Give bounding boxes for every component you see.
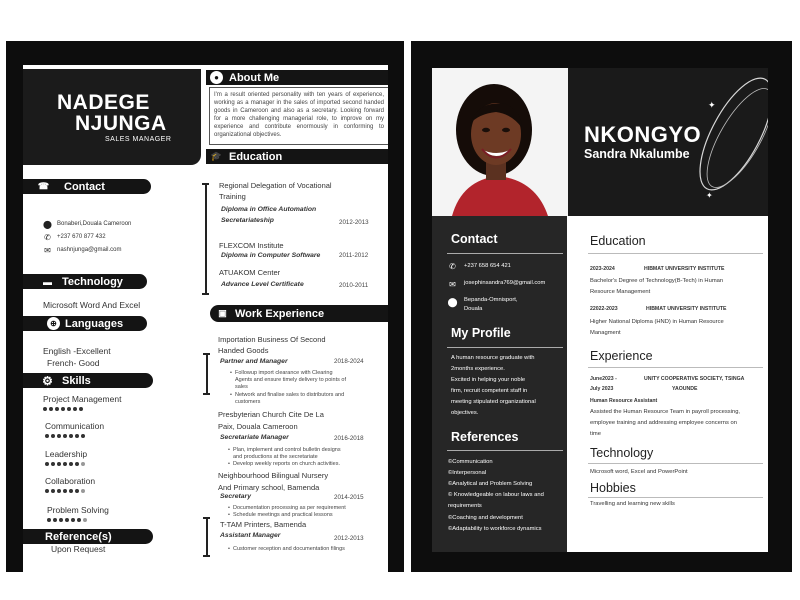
briefcase-icon: ▣ (218, 308, 227, 318)
job-bullet: Network and finalise sales to distributors and (235, 392, 345, 398)
skill-dot (73, 407, 77, 411)
skill-name: Problem Solving (47, 505, 109, 515)
experience-dates: June2023 - (590, 376, 617, 382)
technology-heading: Technology (590, 446, 654, 460)
last-name: NJUNGA (75, 112, 167, 135)
about-text: I'm a result oriented personality with ten years of experience, working as a manager in the sales of imported second handed goods in Cameroon and also as a secretary. Looking forward for a more challenging managerial role, to improve on my experience and contribute enormously in conforming to organizational objectives. (209, 87, 388, 145)
contact-email: nashnjunga@gmail.com (57, 247, 122, 253)
graduation-cap-icon: 🎓 (210, 151, 223, 161)
location-pin-icon: ⬤ (43, 220, 52, 229)
skill-dot (49, 407, 53, 411)
bullet-marker: • (228, 447, 230, 453)
timeline-line (206, 353, 208, 395)
skill-dot (47, 518, 51, 522)
reference-item: ©Interpersonal (448, 470, 487, 476)
name-header (568, 68, 768, 216)
contact-address: Bonaberi,Douala Cameroon (57, 221, 132, 227)
experience-dates: July 2023 (590, 386, 614, 392)
job-role: Secretary (220, 493, 251, 500)
job-bullet: Develop weekly reports on church activities. (233, 461, 340, 467)
experience-heading: Experience (590, 349, 653, 363)
resume-paper (432, 68, 768, 552)
skill-dot (69, 462, 73, 466)
profile-line: 2months experience. (451, 366, 505, 372)
technology-heading: ▬ Technology (23, 274, 147, 289)
divider (588, 463, 763, 464)
phone-icon: ✆ (44, 233, 51, 242)
profile-photo (432, 68, 568, 216)
experience-detail: time (590, 431, 601, 437)
skill-dot (57, 489, 61, 493)
reference-item: ©Analytical and Problem Solving (448, 481, 533, 487)
education-degree: Advance Level Certificate (221, 281, 304, 288)
education-degree: Secretariateship (221, 217, 274, 224)
experience-role: Human Resource Assistant (590, 398, 658, 404)
skill-level (45, 489, 85, 493)
skill-name: Communication (45, 421, 105, 431)
profile-line: A human resource graduate with (451, 355, 535, 361)
bullet-marker: • (230, 392, 232, 398)
laptop-icon: ▬ (43, 276, 52, 287)
skill-dot (71, 518, 75, 522)
skill-dot (59, 518, 63, 522)
phone-icon: ✆ (449, 262, 456, 271)
timeline-cap (203, 353, 210, 355)
timeline-cap (203, 393, 210, 395)
reference-item: © Knowledgeable on labour laws and (448, 492, 544, 498)
skill-level (43, 407, 83, 411)
skill-dot (67, 407, 71, 411)
education-school: HIBMAT UNIVERSITY INSTITUTE (646, 306, 727, 312)
education-degree: Diploma in Office Automation (221, 206, 317, 213)
education-years: 2012-2013 (339, 219, 369, 226)
skill-level (45, 434, 85, 438)
references-text: Upon Request (51, 544, 106, 554)
skill-dot (81, 462, 85, 466)
job-bullet: and productions at the secretariate (233, 454, 318, 460)
education-detail: Bachelor's Degree of Technology(B-Tech) in Human (590, 278, 724, 284)
skill-dot (77, 518, 81, 522)
divider (588, 253, 763, 254)
bullet-marker: • (228, 512, 230, 518)
language-2: French- Good (47, 358, 100, 368)
timeline-cap (203, 555, 210, 557)
job-role: Partner and Manager (220, 358, 288, 365)
bullet-marker: • (228, 461, 230, 467)
skill-dot (75, 462, 79, 466)
education-school: Training (219, 192, 246, 201)
skill-dot (51, 462, 55, 466)
timeline-line (205, 183, 207, 295)
location-pin-icon: ⬤ (447, 297, 458, 307)
job-bullet: Followup import clearance with Clearing (235, 370, 333, 376)
reference-item: requirements (448, 503, 482, 509)
education-school: ATUAKOM Center (219, 268, 281, 277)
job-role: SALES MANAGER (105, 136, 172, 143)
education-years: 2011-2012 (339, 252, 369, 259)
references-heading: Reference(s) (23, 529, 153, 544)
skill-dot (45, 434, 49, 438)
mail-icon: ✉ (44, 246, 51, 255)
skill-dot (45, 489, 49, 493)
contact-heading: Contact (451, 232, 498, 246)
bullet-marker: • (228, 505, 230, 511)
skill-dot (81, 434, 85, 438)
skill-dot (63, 462, 67, 466)
education-years: 2010-2011 (339, 282, 369, 289)
left-sidebar (432, 216, 567, 552)
contact-heading: ☎ Contact (23, 179, 151, 194)
job-bullet: Customer reception and documentation filings (233, 546, 345, 552)
name-header (23, 69, 201, 165)
profile-line: firm, recruit competent staff in (451, 388, 528, 394)
skill-name: Leadership (45, 449, 88, 459)
resume-paper (23, 65, 388, 572)
skill-level (45, 462, 85, 466)
hobbies-text: Travelling and learning new skills (590, 501, 675, 507)
skill-dot (81, 489, 85, 493)
job-bullet: Agents and ensure timely delivery to points of (235, 377, 346, 383)
divider (447, 450, 563, 451)
skill-dot (63, 434, 67, 438)
skills-heading: ⚙ Skills (23, 373, 153, 388)
skill-dot (69, 489, 73, 493)
profile-line: meeting stipulated organizational (451, 399, 536, 405)
skill-dot (65, 518, 69, 522)
skill-dot (75, 434, 79, 438)
timeline-cap (202, 293, 209, 295)
skill-name: Project Management (43, 394, 122, 404)
contact-address: Douala (464, 306, 483, 312)
skill-dot (57, 434, 61, 438)
languages-heading: ⊕ Languages (23, 316, 147, 331)
job-org: And Primary school, Bamenda (218, 483, 320, 492)
job-org: T-TAM Printers, Bamenda (220, 520, 307, 529)
job-bullet: Documentation processing as per requirement (233, 505, 346, 511)
experience-org: YAOUNDE (672, 386, 698, 392)
skill-dot (83, 518, 87, 522)
education-school: FLEXCOM Institute (219, 241, 284, 250)
profile-heading: My Profile (451, 326, 511, 340)
education-detail: Managment (590, 330, 621, 336)
skill-dot (53, 518, 57, 522)
skill-dot (75, 489, 79, 493)
skill-dot (45, 462, 49, 466)
reference-item: ©Adaptability to workforce dynamics (448, 526, 542, 532)
skill-dot (69, 434, 73, 438)
job-org: Presbyterian Church Cite De La (218, 410, 324, 419)
divider (588, 497, 763, 498)
profile-line: Excited in helping your noble (451, 377, 526, 383)
experience-detail: Assisted the Human Resource Team in payroll processing, (590, 409, 741, 415)
experience-org: UNITY COOPERATIVE SOCIETY, TSINGA (644, 376, 745, 382)
resume-sandra (411, 41, 792, 572)
first-name: Sandra Nkalumbe (584, 147, 690, 161)
skill-dot (63, 489, 67, 493)
first-name: NADEGE (57, 91, 150, 114)
contact-card-icon: ☎ (37, 181, 50, 191)
skill-dot (55, 407, 59, 411)
timeline-line (206, 517, 208, 557)
education-school: Regional Delegation of Vocational (219, 181, 332, 190)
contact-phone: +237 658 654 421 (464, 263, 511, 269)
divider (447, 347, 563, 348)
technology-item: Microsoft Word And Excel (43, 300, 141, 310)
job-org: Importation Business Of Second (218, 335, 326, 344)
gear-icon: ⚙ (42, 373, 53, 388)
contact-email: josephinsandra769@gmail.com (464, 280, 546, 286)
resume-nadege (6, 41, 404, 572)
job-org: Paix, Douala Cameroon (218, 422, 298, 431)
skill-dot (61, 407, 65, 411)
job-years: 2016-2018 (334, 435, 364, 442)
job-bullet: sales (235, 384, 248, 390)
education-years: 22022-2023 (590, 306, 618, 312)
education-school: HIBMAT UNIVERSITY INSTITUTE (644, 266, 725, 272)
hobbies-heading: Hobbies (590, 481, 636, 495)
experience-detail: employee training and addressing employee concerns on (590, 420, 737, 426)
decorative-swirl (568, 68, 768, 216)
job-years: 2018-2024 (334, 358, 364, 365)
skill-dot (57, 462, 61, 466)
reference-item: ©Coaching and development (448, 515, 523, 521)
svg-text:✦: ✦ (706, 191, 713, 200)
job-org: Neighbourhood Bilingual Nursery (218, 471, 329, 480)
technology-text: Microsoft word, Excel and PowerPoint (590, 469, 688, 475)
divider (588, 367, 763, 368)
profile-line: objectives. (451, 410, 479, 416)
skill-name: Collaboration (45, 476, 96, 486)
education-detail: Higher National Diploma (HND) in Human Resource (590, 319, 724, 325)
timeline-cap (202, 183, 209, 185)
job-bullet: customers (235, 399, 261, 405)
skill-dot (51, 434, 55, 438)
bullet-marker: • (228, 546, 230, 552)
job-bullet: Plan, implement and control bulletin designs (233, 447, 341, 453)
job-years: 2012-2013 (334, 535, 364, 542)
job-role: Secretariate Manager (220, 434, 289, 441)
education-years: 2023-2024 (590, 266, 615, 272)
mail-icon: ✉ (449, 280, 456, 289)
work-experience-heading: ▣ Work Experience (210, 305, 388, 322)
svg-text:✦: ✦ (708, 100, 716, 110)
skill-level (47, 518, 87, 522)
job-years: 2014-2015 (334, 494, 364, 501)
job-role: Assistant Manager (220, 532, 281, 539)
person-icon: ● (210, 71, 223, 84)
education-detail: Resource Management (590, 289, 651, 295)
contact-address: Bepanda-Omnisport, (464, 297, 518, 303)
skill-dot (79, 407, 83, 411)
skill-dot (43, 407, 47, 411)
last-name: NKONGYO (584, 122, 702, 147)
about-heading: ● About Me (206, 70, 388, 85)
contact-phone: +237 670 877 432 (57, 234, 106, 240)
reference-item: ©Communication (448, 459, 493, 465)
education-degree: Diploma in Computer Software (221, 252, 321, 259)
divider (447, 253, 563, 254)
portrait-image (432, 68, 568, 216)
language-1: English -Excellent (43, 346, 111, 356)
bullet-marker: • (230, 370, 232, 376)
job-org: Handed Goods (218, 346, 269, 355)
timeline-cap (203, 517, 210, 519)
education-heading: 🎓 Education (206, 149, 388, 164)
globe-icon: ⊕ (47, 317, 60, 330)
references-heading: References (451, 430, 519, 444)
skill-dot (51, 489, 55, 493)
education-heading: Education (590, 234, 646, 248)
job-bullet: Schedule meetings and practical lessons (233, 512, 333, 518)
